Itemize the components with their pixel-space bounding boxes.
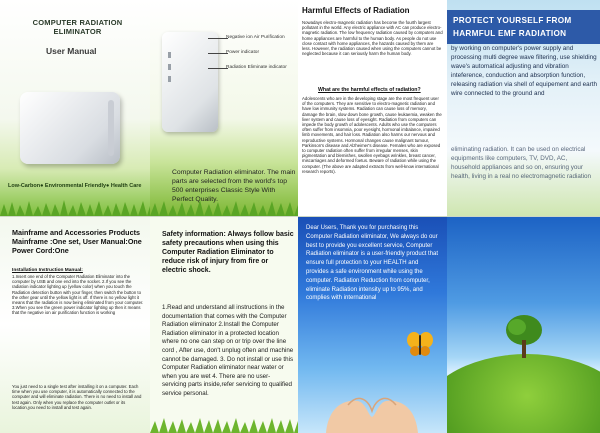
protect-paragraph-continued: eliminating radiation. It can be used on electrical equipments like computers, TV, DVD, AC, household appliances and so on, ensuring your health, living in a real no electromagnetic radiation bbox=[451, 146, 592, 181]
device-image bbox=[20, 92, 120, 164]
protect-heading-box bbox=[447, 10, 600, 44]
harmful-effects-panel bbox=[298, 0, 447, 216]
instructions-paragraph: 1.Insert one end of the Computer Radiation Eliminator into the computer by USB and one end into the socket. 2.If you see the radiation indicator lighting up (yellow color) when you touch the Radiation detection button with your finger, then switch the button to the other gear until the yellow light is off. If there is no yellow light it means that the radiation is now being eliminated from your computer. 3.When you see the green power indicator lighting up then it means that the negative ion air purification function is working bbox=[12, 274, 144, 316]
tagline: Low-Carbon● Environmental Friendly● Health Care bbox=[8, 183, 142, 189]
butterfly-icon bbox=[406, 330, 434, 358]
section-heading: Harmful Effects of Radiation bbox=[302, 6, 410, 15]
instructions-title: Installation Instruction Manual: bbox=[12, 268, 83, 273]
grass-illustration bbox=[0, 198, 150, 216]
safety-heading: Safety information: Always follow basic safety precautions when using this Computer Radiation Eliminator to reduce risk of injury from fire or electric shock. bbox=[162, 231, 294, 274]
callout-label: Radiation Eliminate indicator bbox=[226, 65, 287, 70]
grass-illustration bbox=[150, 198, 298, 216]
section-subheading: What are the harmful effects of radiation? bbox=[318, 87, 421, 93]
callout-label: Negative ion Air Purification bbox=[226, 35, 285, 40]
letter-paragraph: Dear Users, Thank you for purchasing this Computer Radiation eliminator, We always do our best to provide you excellent service, Computer Radiation eliminator is a user-friendly product that ensure full protection to your HEALTH and provides a safe environment while using the computer. Radiation Reduction from computer, eliminate Radiation intensity up to 95%, and complies with international bbox=[306, 225, 439, 302]
callout-label: Power indicator bbox=[226, 50, 260, 55]
callout-line bbox=[208, 38, 228, 39]
tree-icon bbox=[504, 312, 544, 360]
landscape-panel bbox=[447, 216, 600, 433]
callout-line bbox=[208, 53, 228, 54]
hands-illustration bbox=[318, 381, 426, 433]
grass-illustration bbox=[150, 415, 298, 433]
callout-line bbox=[208, 68, 228, 69]
green-hill bbox=[447, 354, 600, 433]
cover-panel bbox=[0, 0, 150, 216]
product-title: COMPUTER RADIATION ELIMINATOR bbox=[32, 18, 123, 36]
device-caption: Computer Radiation eliminator. The main parts are selected from the world's top 500 enterprises Classic Style With Perfect Quality. bbox=[172, 169, 296, 203]
safety-instructions: 1.Read and understand all instructions in the documentation that comes with the Computer Radiation eliminator 2.Install the Computer Radiation eliminator in a protected location where no one can step on or trip over the line cord , After use, don't unplug often and machine cannot be damaged. 3. Do not install or use this Computer Radiation eliminator near water or when you are wet 4. There are no user-servicing parts inside,refer servicing to qualified service personal. bbox=[162, 304, 294, 397]
intro-paragraph: Nowadays electro-magnetic radiation has become the fourth largest pollutant in the world. Any electric appliance with AC can produce electro-magnetic radiation. The low frequency radiation caused by computers and home appliances are harmful to the human body. As people do not use close contact with home appliances, the hazards caused by them are less. However, the radiation caused when using the computers cannot be neglected because it can seriously harm the human body. bbox=[302, 20, 443, 57]
fold-line bbox=[0, 216, 600, 217]
protect-panel bbox=[447, 0, 600, 216]
manual-subtitle: User Manual bbox=[46, 46, 97, 56]
accessories-heading: Mainframe and Accessories Products Mainframe :One set, User Manual:One Power Cord:One bbox=[12, 228, 142, 255]
accessories-panel bbox=[0, 216, 150, 433]
dear-users-panel bbox=[298, 216, 447, 433]
device-image bbox=[162, 32, 218, 132]
installation-note: You just need to a single test after installing it on a computer. Each time when you use computer, it is automatically connected to the computer and will eliminate radiation. There is no need to install and test again. Only when you replace the computer outlet or its location,you need to install and test again. bbox=[12, 384, 142, 410]
protect-heading: PROTECT YOURSELF FROM HARMFUL EMF RADIATION bbox=[453, 16, 572, 38]
effects-paragraph: Adolescents who are in the developing stage are the most frequent user of the computers. They are sensitive to electro-magnetic radiation and have low immunity systems. Radiation can cause loss of memory, damage the brain, slow down bone growth, cause leukaemia, weaken the liver system and cause loss of eyesight. Radiation from computers can impede the body growth of adolescents. Adults who use the computers often suffer from insomnia, poor eyesight, hormonal imbalance, impaired limb movements, and hair loss. Radiation also harms our nervous and reproductive systems. Hormonal changes cause malignant tumour, Parkinson's disease and Alzheimer's disease. Females who are exposed to computer radiation often suffer from irregular menses, skin pigmentation and blemishes, swollen eyebags wrinkles, breast cancer, miscarriages and deformed foetus. Beware of radiation while using the computer. (The above are adapted extracts from well-know international research reports). bbox=[302, 96, 442, 174]
safety-panel bbox=[150, 216, 298, 433]
protect-paragraph: by working on computer's power supply and processing multi degree wave filtering, use shielding wave's automatical adjusting and vibration inteference, conduction and absorption function, releasing radiation via shell of equipement and earth wire connected to the ground and bbox=[451, 45, 597, 98]
device-diagram-panel bbox=[150, 0, 298, 216]
